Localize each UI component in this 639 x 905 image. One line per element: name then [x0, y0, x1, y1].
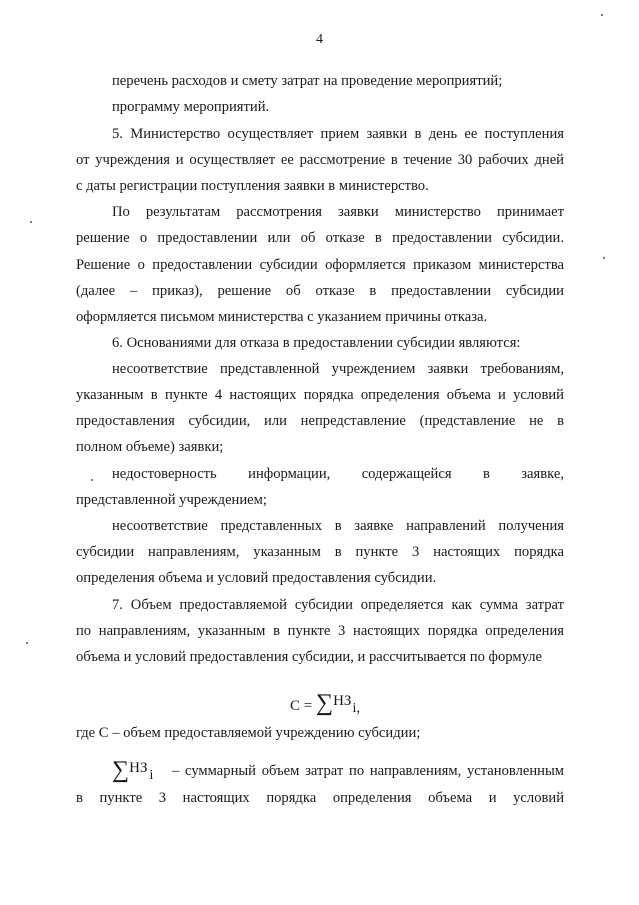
text-line: 5. Министерство осуществляет прием заявки в день ее поступления: [112, 126, 564, 142]
formula-term: НЗ: [129, 760, 148, 776]
text-line: полном объеме) заявки;: [76, 439, 224, 455]
scan-speck: [601, 14, 603, 16]
text-line: программу мероприятий.: [112, 99, 270, 115]
text-line: – суммарный объем затрат по направлениям, установленным: [172, 763, 564, 779]
text-line: определения объема и условий предоставления субсидии.: [76, 570, 437, 586]
text-line: перечень расходов и смету затрат на проведение мероприятий;: [112, 73, 503, 89]
text-line: по направлениям, указанным в пункте 3 настоящих порядка определения: [76, 623, 564, 639]
formula: [0, 684, 639, 718]
scan-speck: [91, 479, 93, 481]
text-line: 7. Объем предоставляемой субсидии определяется как сумма затрат: [112, 597, 564, 613]
formula-tail: ,: [356, 700, 361, 716]
sum-symbol-inline: [112, 757, 153, 784]
text-line: (далее – приказ), решение об отказе в предоставлении субсидии: [76, 283, 564, 299]
formula-lhs: C: [290, 698, 301, 714]
text-line: в пункте 3 настоящих порядка определения объема и условий: [76, 790, 564, 806]
text-line: субсидии направлениям, указанным в пункте 3 настоящих порядка: [76, 544, 564, 560]
text-line: от учреждения и осуществляет ее рассмотрение в течение 30 рабочих дней: [76, 152, 564, 168]
text-line: решение о предоставлении или об отказе в предоставлении субсидии.: [76, 230, 564, 246]
scan-speck: [603, 257, 605, 259]
formula-term: НЗ: [333, 693, 352, 709]
formula-index: i: [149, 768, 154, 783]
text-line: указанным в пункте 4 настоящих порядка определения объема и условий: [76, 387, 564, 403]
text-line: несоответствие представленных в заявке направлений получения: [112, 518, 564, 534]
page-number: 4: [316, 32, 323, 47]
sigma-symbol: ∑: [112, 757, 130, 783]
formula-index: i: [352, 701, 357, 716]
sigma-symbol: ∑: [315, 690, 334, 716]
text-line: оформляется письмом министерства с указанием причины отказа.: [76, 309, 488, 325]
formula-equals: =: [303, 698, 313, 714]
text-line: с даты регистрации поступления заявки в министерство.: [76, 178, 429, 194]
text-line: где С – объем предоставляемой учреждению субсидии;: [76, 725, 421, 741]
text-line: 6. Основаниями для отказа в предоставлении субсидии являются:: [112, 335, 521, 351]
text-line: предоставления субсидии, или непредставление (представление не в: [76, 413, 564, 429]
text-line: недостоверность информации, содержащейся в заявке,: [112, 466, 564, 482]
text-line: Решение о предоставлении субсидии оформляется приказом министерства: [76, 257, 564, 273]
text-line: представленной учреждением;: [76, 492, 267, 508]
scan-speck: [30, 221, 32, 223]
text-line: несоответствие представленной учреждением заявки требованиям,: [112, 361, 564, 377]
text-line: По результатам рассмотрения заявки министерство принимает: [112, 204, 564, 220]
text-line: объема и условий предоставления субсидии, и рассчитывается по формуле: [76, 649, 542, 665]
scan-speck: [26, 642, 28, 644]
